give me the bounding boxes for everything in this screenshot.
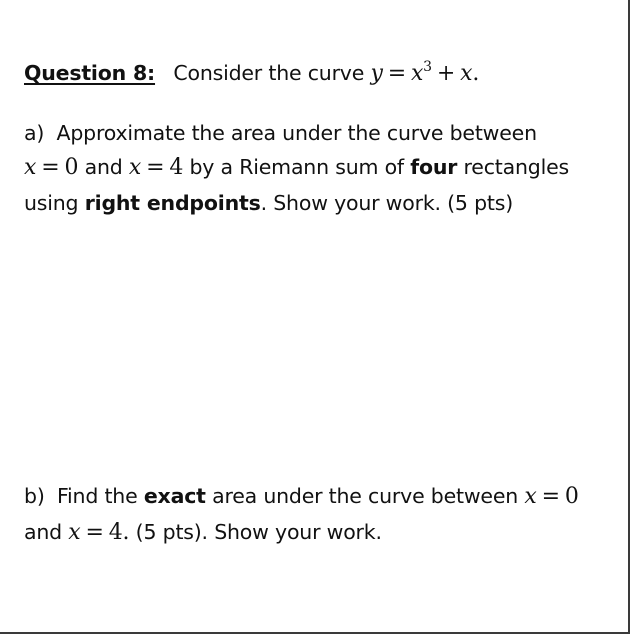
part-b-lower-value: 0 — [564, 484, 579, 509]
bound-upper-value: 4 — [169, 155, 184, 180]
part-a-line-3 — [24, 193, 513, 214]
part-b-text-2: area under the curve between — [212, 484, 519, 508]
part-b-upper-eq: = — [85, 520, 104, 545]
curve-eq: = — [387, 61, 406, 86]
bound-upper-eq: = — [146, 155, 165, 180]
part-a-line-1 — [24, 123, 537, 144]
part-a-bold-right-endpoints: right endpoints — [84, 191, 261, 215]
part-a-and: and — [84, 155, 123, 179]
question-label: Question 8: — [24, 61, 156, 85]
bound-lower-eq: = — [41, 155, 60, 180]
curve-exponent: 3 — [423, 59, 432, 75]
part-b-text-1: Find the — [56, 484, 138, 508]
part-b-bold-exact: exact — [143, 484, 206, 508]
part-b-upper-value: 4. — [108, 520, 130, 545]
part-b-bound-upper — [68, 520, 129, 545]
part-a-text-1: Approximate the area under the curve between — [56, 121, 537, 145]
part-b-text-3: (5 pts). Show your work. — [135, 520, 382, 544]
part-a-text-2: by a Riemann sum of — [189, 155, 404, 179]
part-b-upper-x: x — [68, 520, 81, 545]
part-b-marker: b) — [24, 484, 45, 508]
part-b-line-1 — [24, 486, 579, 508]
curve-plus: + — [436, 61, 456, 86]
bound-upper-x: x — [128, 155, 142, 180]
part-a-line-2 — [24, 157, 569, 179]
curve-x2: x — [460, 61, 473, 86]
question-header — [24, 59, 480, 86]
part-b-bound-lower — [524, 484, 578, 509]
part-a-bold-four: four — [410, 155, 458, 179]
part-b-and: and — [24, 520, 62, 544]
bound-lower — [24, 155, 78, 180]
bound-lower-x: x — [24, 155, 37, 180]
curve-equation — [370, 61, 479, 86]
part-a-text-4: using — [24, 191, 79, 215]
question-intro: Consider the curve — [173, 61, 365, 85]
curve-period: . — [472, 61, 480, 86]
part-b-lower-eq: = — [541, 484, 560, 509]
part-b-lower-x: x — [524, 484, 537, 509]
curve-x1: x — [410, 61, 424, 86]
part-b-line-2 — [24, 522, 382, 544]
part-a-marker: a) — [24, 121, 45, 145]
bound-lower-value: 0 — [64, 155, 79, 180]
part-a-text-3: rectangles — [463, 155, 569, 179]
bound-upper — [129, 155, 183, 180]
part-a-text-5: . Show your work. (5 pts) — [260, 191, 514, 215]
curve-y: y — [370, 61, 383, 86]
